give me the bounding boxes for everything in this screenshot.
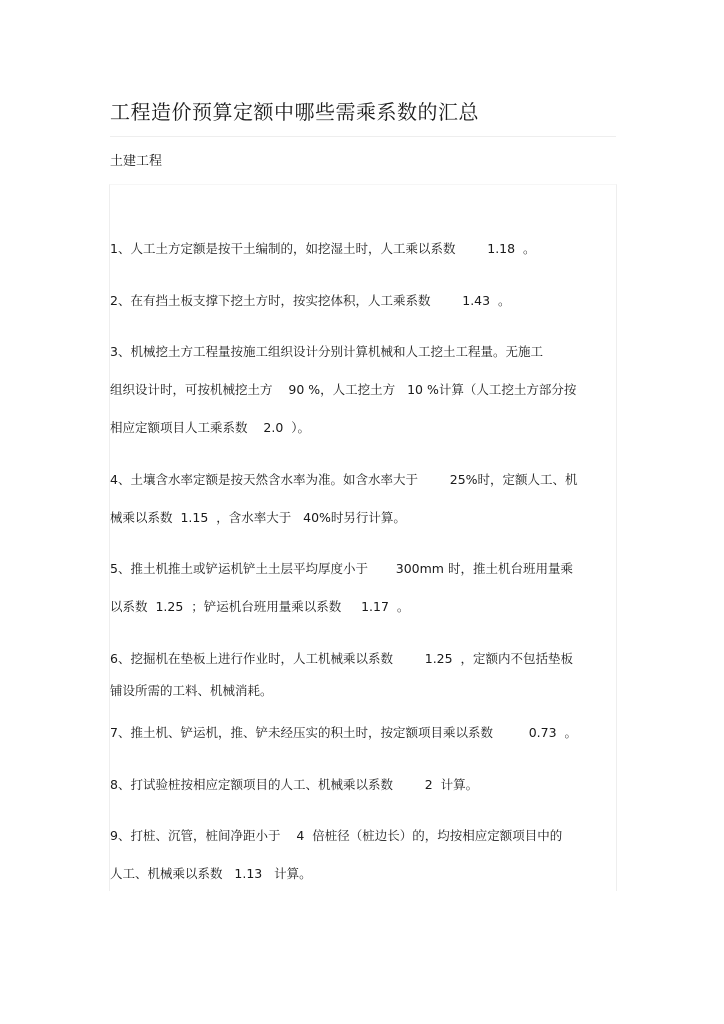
title-divider: [110, 136, 616, 137]
text-line: 2、在有挡土板支撑下挖土方时，按实挖体积，人工乘系数 1.43 。: [110, 293, 511, 308]
text-line: 5、推土机推土或铲运机铲土土层平均厚度小于 300mm 时，推土机台班用量乘: [110, 561, 573, 576]
text-line: 6、挖掘机在垫板上进行作业时，人工机械乘以系数 1.25 ，定额内不包括垫板: [110, 651, 574, 666]
text-line: 7、推土机、铲运机，推、铲未经压实的积土时，按定额项目乘以系数 0.73 。: [110, 725, 577, 740]
text-line: 3、机械挖土方工程量按施工组织设计分别计算机械和人工挖土工程量。无施工: [110, 344, 543, 359]
text-line: 1、人工土方定额是按干土编制的，如挖湿土时，人工乘以系数 1.18 。: [110, 241, 536, 256]
text-line: 8、打试验桩按相应定额项目的人工、机械乘以系数 2 计算。: [110, 777, 479, 792]
page-title: 工程造价预算定额中哪些需乘系数的汇总: [110, 100, 479, 124]
text-line: 组织设计时，可按机械挖土方 90 %，人工挖土方 10 %计算（人工挖土方部分按: [110, 382, 577, 397]
text-line: 以系数 1.25 ；铲运机台班用量乘以系数 1.17 。: [110, 599, 410, 614]
text-line: 人工、机械乘以系数 1.13 计算。: [110, 866, 312, 881]
section-heading: 土建工程: [110, 154, 163, 169]
text-line: 相应定额项目人工乘系数 2.0 ）。: [110, 420, 310, 435]
text-line: 械乘以系数 1.15 ，含水率大于 40%时另行计算。: [110, 510, 406, 525]
text-line: 4、土壤含水率定额是按天然含水率为准。如含水率大于 25%时，定额人工、机: [110, 472, 578, 487]
text-line: 铺设所需的工料、机械消耗。: [110, 683, 273, 698]
text-line: 9、打桩、沉管，桩间净距小于 4 倍桩径（桩边长）的，均按相应定额项目中的: [110, 828, 563, 843]
